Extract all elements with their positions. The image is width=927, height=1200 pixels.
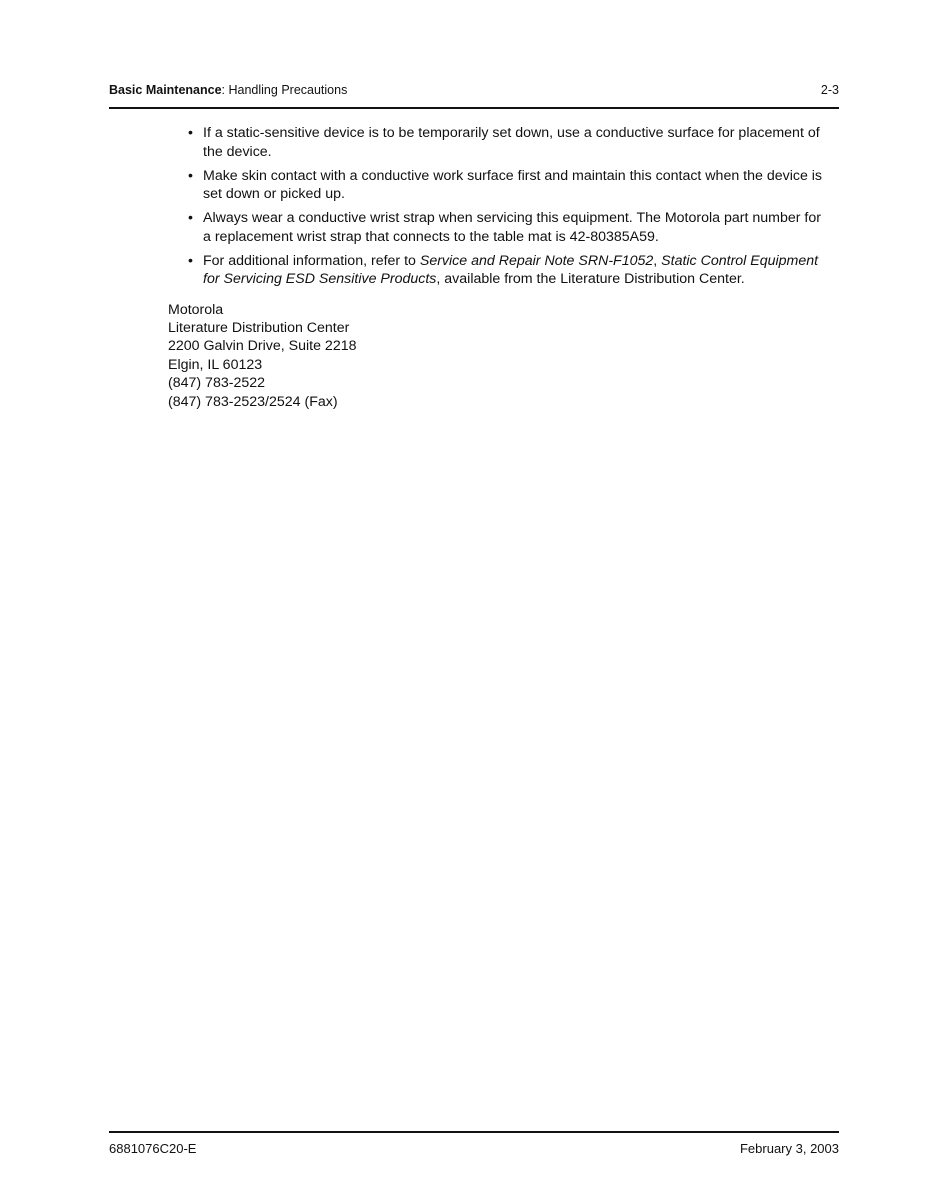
footer-rule (109, 1131, 839, 1133)
bullet-marker: • (188, 167, 193, 184)
header-rule (109, 107, 839, 109)
address-street: 2200 Galvin Drive, Suite 2218 (168, 338, 357, 355)
address-department: Literature Distribution Center (168, 319, 350, 336)
address-fax: (847) 783-2523/2524 (Fax) (168, 393, 338, 410)
page-header (109, 83, 839, 101)
address-block (168, 301, 828, 411)
list-item (168, 167, 828, 204)
header-separator: : (221, 83, 229, 97)
page-footer (109, 1141, 839, 1159)
list-item (168, 252, 828, 289)
bullet-text (203, 253, 818, 288)
reference-title-static-control: Static Control Equipment for Servicing ESD Sensitive Products (203, 252, 819, 287)
address-phone: (847) 783-2522 (168, 375, 266, 392)
bullet-marker: • (188, 125, 193, 141)
page-number: 2-3 (820, 83, 839, 97)
header-section-title: Basic Maintenance (109, 83, 222, 97)
publication-date: February 3, 2003 (739, 1141, 839, 1156)
list-item (168, 209, 828, 246)
page-body (168, 124, 828, 411)
address-company: Motorola (168, 301, 224, 318)
reference-separator: , (653, 252, 662, 269)
bullet-marker: • (188, 252, 193, 269)
bullet-marker: • (188, 210, 193, 226)
reference-title-srn: Service and Repair Note SRN-F1052 (419, 252, 654, 269)
bullet-text: Always wear a conductive wrist strap when servicing this equipment. The Motorola part number for a replacement wrist strap that connects to the table mat is 42-80385A59. (203, 210, 821, 245)
bullet-list (168, 124, 828, 289)
reference-prefix: For additional information, refer to (203, 252, 420, 269)
bullet-text: Make skin contact with a conductive work surface first and maintain this contact when the device is set down or picked up. (203, 167, 823, 202)
reference-suffix: , available from the Literature Distribution Center. (436, 271, 745, 287)
bullet-text: If a static-sensitive device is to be temporarily set down, use a conductive surface for placement of the device. (203, 125, 820, 160)
header-subsection-title: Handling Precautions (228, 83, 348, 97)
address-city: Elgin, IL 60123 (168, 356, 263, 373)
list-item (168, 124, 828, 161)
document-number: 6881076C20-E (109, 1141, 197, 1156)
